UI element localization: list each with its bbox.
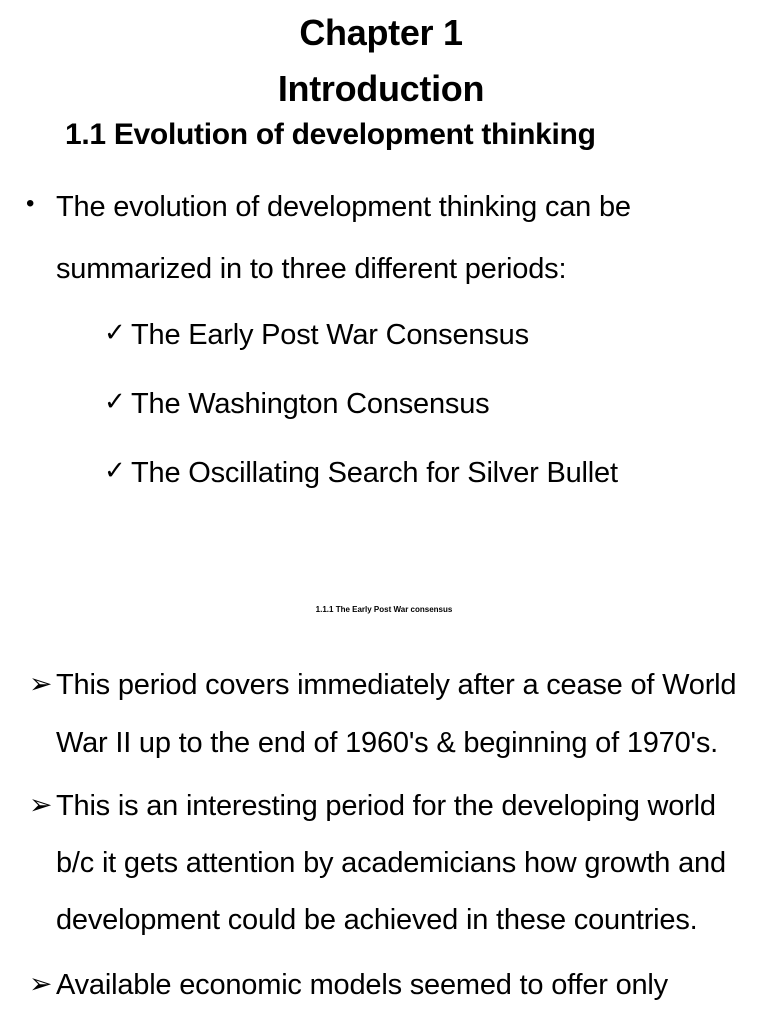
intro-bullet-line-1: The evolution of development thinking can be (56, 191, 631, 223)
arrowhead-icon: ➢ (29, 968, 53, 999)
bullet-dot-icon: • (26, 190, 35, 217)
arrow-bullet-line: This is an interesting period for the developing world (56, 790, 716, 822)
arrow-bullet-line: War II up to the end of 1960's & beginning of 1970's. (56, 727, 719, 759)
period-label: The Oscillating Search for Silver Bullet (131, 457, 618, 489)
section-heading: 1.1 Evolution of development thinking (65, 118, 596, 151)
chapter-title: Introduction (277, 68, 485, 109)
arrow-bullet-line: development could be achieved in these countries. (56, 904, 698, 936)
subsection-heading: 1.1.1 The Early Post War consensus (315, 605, 453, 614)
arrow-bullet-line: This period covers immediately after a cease of World (56, 669, 737, 701)
arrow-bullet-line: Available economic models seemed to offer only (56, 969, 668, 1001)
checkmark-icon: ✓ (104, 455, 126, 485)
period-label: The Early Post War Consensus (131, 319, 529, 351)
arrowhead-icon: ➢ (29, 668, 53, 699)
intro-bullet-line-2: summarized in to three different periods: (56, 253, 567, 285)
arrowhead-icon: ➢ (29, 789, 53, 820)
arrow-bullet-line: b/c it gets attention by academicians how growth and (56, 847, 726, 879)
checkmark-icon: ✓ (104, 386, 126, 416)
chapter-number: Chapter 1 (299, 12, 463, 53)
checkmark-icon: ✓ (104, 317, 126, 347)
period-label: The Washington Consensus (131, 388, 490, 420)
